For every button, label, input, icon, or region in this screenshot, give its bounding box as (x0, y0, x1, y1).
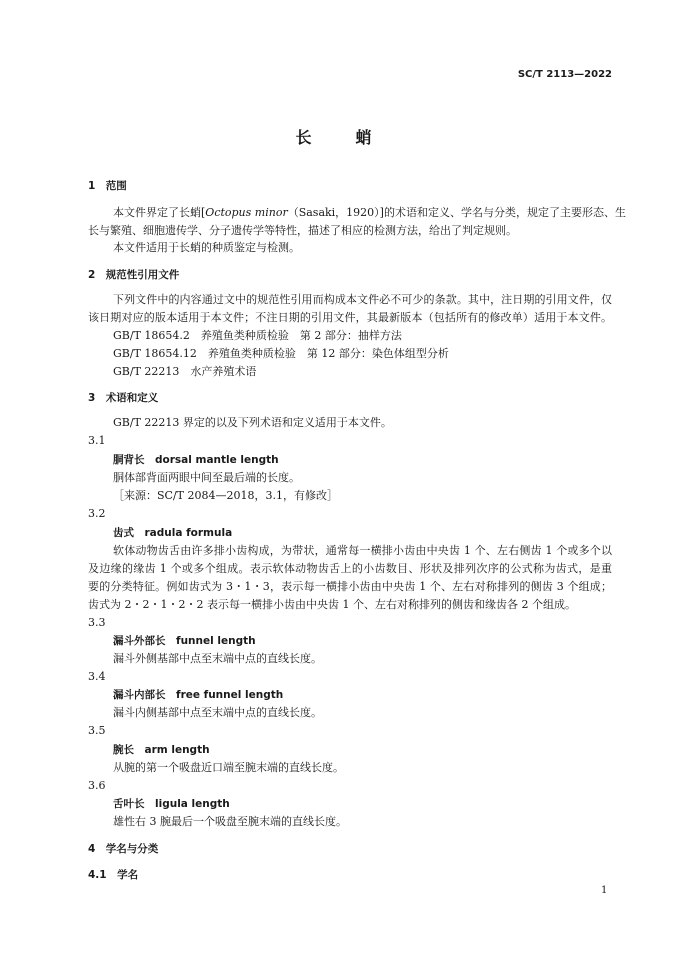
term-definition: 雄性右 3 腕最后一个吸盘至腕末端的直线长度。 (113, 815, 347, 828)
section-2-line-1: 下列文件中的内容通过文中的规范性引用而构成本文件必不可少的条款。其中，注日期的引用文件，仅 (113, 293, 612, 306)
reference-item: GB/T 22213 水产养殖术语 (113, 365, 257, 378)
section-4-1-heading: 4.1 学名 (88, 869, 139, 881)
term-number: 3.2 (88, 507, 106, 520)
term-name: 齿式 radula formula (113, 527, 233, 539)
section-4-heading: 4 学名与分类 (88, 843, 159, 855)
term-name: 舌叶长 ligula length (113, 798, 230, 810)
section-1-line-3: 本文件适用于长蛸的种质鉴定与检测。 (113, 241, 300, 254)
term-definition: 漏斗内侧基部中点至末端中点的直线长度。 (113, 706, 322, 719)
term-definition-line: 齿式为 2・2・1・2・2 表示每一横排小齿由中央齿 1 个、左右对称排列的侧齿和缘齿各 2 个组成。 (88, 598, 576, 611)
term-number: 3.6 (88, 779, 106, 792)
term-name: 胴背长 dorsal mantle length (113, 454, 279, 466)
line-part: 本文件界定了长蛸[ (113, 206, 206, 219)
section-3-intro: GB/T 22213 界定的以及下列术语和定义适用于本文件。 (113, 416, 392, 429)
term-definition: 漏斗外侧基部中点至末端中点的直线长度。 (113, 652, 322, 665)
term-name: 腕长 arm length (113, 744, 210, 756)
scientific-name: Octopus minor (205, 206, 288, 219)
term-source: ［来源：SC/T 2084—2018，3.1，有修改］ (113, 489, 338, 502)
section-1-line-2: 长与繁殖、细胞遗传学、分子遗传学等特性，描述了相应的检测方法，给出了判定规则。 (88, 224, 517, 237)
line-part: （Sasaki，1920）]的术语和定义、学名与分类，规定了主要形态、生 (287, 206, 626, 219)
reference-item: GB/T 18654.2 养殖鱼类种质检验 第 2 部分：抽样方法 (113, 329, 402, 342)
term-number: 3.5 (88, 724, 106, 737)
term-number: 3.3 (88, 616, 106, 629)
section-1-heading: 1 范围 (88, 180, 127, 192)
term-name: 漏斗外部长 funnel length (113, 635, 256, 647)
reference-item: GB/T 18654.12 养殖鱼类种质检验 第 12 部分：染色体组型分析 (113, 347, 449, 360)
term-definition: 胴体部背面两眼中间至最后端的长度。 (113, 471, 300, 484)
page-number: 1 (601, 885, 608, 896)
term-definition-line: 要的分类特征。例如齿式为 3・1・3，表示每一横排小齿由中央齿 1 个、左右对称排列的侧齿 3 个组成； (88, 580, 612, 593)
term-number: 3.4 (88, 670, 106, 683)
section-2-line-2: 该日期对应的版本适用于本文件；不注日期的引用文件，其最新版本（包括所有的修改单）适用于本文件。 (88, 311, 612, 324)
section-1-line-1 (113, 205, 626, 221)
section-2-heading: 2 规范性引用文件 (88, 269, 180, 281)
term-definition-line: 软体动物齿舌由许多排小齿构成，为带状，通常每一横排小齿由中央齿 1 个、左右侧齿 1 个或多个以 (113, 544, 612, 557)
term-definition-line: 及边缘的缘齿 1 个或多个组成。表示软体动物齿舌上的小齿数目、形状及排列次序的公式称为齿式，是重 (88, 562, 612, 575)
term-definition: 从腕的第一个吸盘近口端至腕末端的直线长度。 (113, 761, 344, 774)
section-3-heading: 3 术语和定义 (88, 392, 159, 404)
page-title: 长 蛸 (295, 128, 386, 147)
term-number: 3.1 (88, 434, 106, 447)
document-code: SC/T 2113—2022 (517, 69, 612, 80)
term-name: 漏斗内部长 free funnel length (113, 689, 284, 701)
